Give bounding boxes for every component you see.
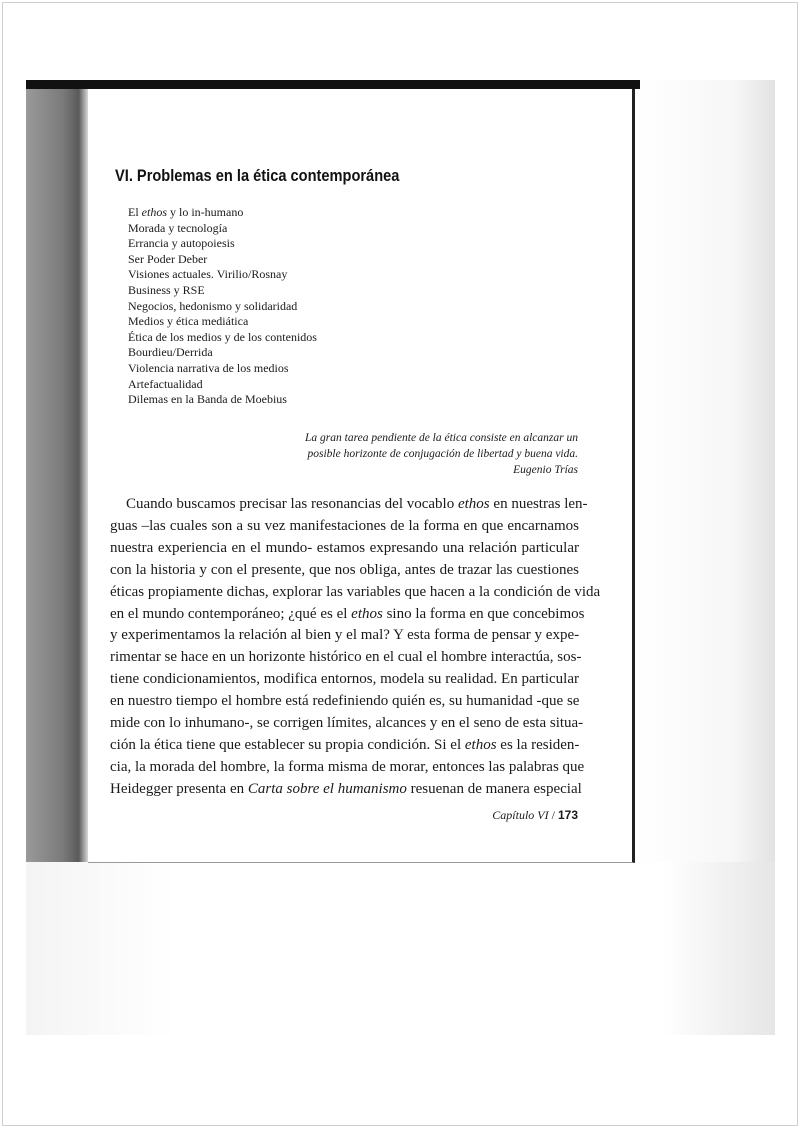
body-line xyxy=(110,604,585,626)
body-line xyxy=(110,779,582,801)
italic-term: Carta sobre el humanismo xyxy=(247,780,407,797)
body-line xyxy=(110,735,579,757)
body-line xyxy=(110,516,579,538)
epigraph-author: Eugenio Trías xyxy=(513,464,578,476)
text-run: en nuestras len- xyxy=(489,496,588,512)
text-run: Cuando buscamos precisar las resonancias del vocablo xyxy=(126,496,458,512)
body-line xyxy=(110,757,585,779)
epigraph-line: posible horizonte de conjugación de libertad y buena vida. xyxy=(307,448,578,460)
contents-item xyxy=(128,221,317,237)
text-run: Ética de los medios y de los contenidos xyxy=(128,329,317,344)
text-run: Business y RSE xyxy=(128,282,205,297)
body-line xyxy=(110,691,579,713)
facing-page-edge xyxy=(636,80,775,862)
scan-top-edge xyxy=(26,80,640,89)
text-run: tiene condicionamientos, modifica entornos, modela su realidad. En particular xyxy=(110,671,579,688)
body-line xyxy=(110,494,588,516)
body-line xyxy=(110,625,579,647)
page-number: 173 xyxy=(557,808,578,822)
text-run: guas –las cuales son a su vez manifestaciones de la forma en que encarnamos xyxy=(110,517,579,534)
italic-term: ethos xyxy=(457,496,490,512)
text-run: y experimentamos la relación al bien y el mal? Y esta forma de pensar y expe- xyxy=(110,627,580,644)
italic-term: ethos xyxy=(141,205,168,219)
text-run: Ser Poder Deber xyxy=(128,251,208,266)
text-run: Dilemas en la Banda de Moebius xyxy=(128,392,287,407)
contents-item xyxy=(128,236,317,252)
text-run: éticas propiamente dichas, explorar las variables que hacen a la condición de vida xyxy=(110,583,601,600)
text-run: Medios y ética mediática xyxy=(128,314,249,329)
text-run: con la historia y con el presente, que nos obliga, antes de trazar las cuestiones xyxy=(110,561,579,578)
contents-item xyxy=(128,361,317,377)
italic-term: ethos xyxy=(351,605,383,622)
contents-item xyxy=(128,283,317,299)
contents-item xyxy=(128,205,317,221)
footer-chapter: Capítulo VI xyxy=(492,808,549,822)
text-run: en nuestro tiempo el hombre está redefiniendo quién es, su humanidad -que se xyxy=(110,693,580,710)
text-run: El xyxy=(128,205,142,219)
body-line xyxy=(110,582,601,604)
contents-item xyxy=(128,267,317,283)
text-run: y lo in-humano xyxy=(167,205,244,219)
italic-term: ethos xyxy=(464,736,497,753)
text-run: Artefactualidad xyxy=(128,376,203,391)
contents-item xyxy=(128,299,317,315)
body-line xyxy=(110,647,582,669)
contents-item xyxy=(128,345,317,361)
text-run: ción la ética tiene que establecer su propia condición. Si el xyxy=(110,736,465,753)
text-run: nuestra experiencia en el mundo- estamos expresando una relación particular xyxy=(110,539,579,556)
epigraph-line: La gran tarea pendiente de la ética consiste en alcanzar un xyxy=(305,432,578,444)
body-line xyxy=(110,538,579,560)
body-line xyxy=(110,669,579,691)
text-run: Violencia narrativa de los medios xyxy=(128,360,289,375)
text-run: cia, la morada del hombre, la forma misma de morar, entonces las palabras que xyxy=(110,758,585,775)
text-run: Bourdieu/Derrida xyxy=(128,345,213,360)
book-gutter-shadow xyxy=(26,88,88,862)
contents-item xyxy=(128,252,317,268)
contents-item xyxy=(128,392,317,408)
text-run: mide con lo inhumano-, se corrigen límites, alcances y en el seno de esta situa- xyxy=(110,715,584,732)
body-line xyxy=(110,560,579,582)
body-paragraph xyxy=(110,494,601,801)
text-run: en el mundo contemporáneo; ¿qué es el xyxy=(110,605,352,622)
text-run: Negocios, hedonismo y solidaridad xyxy=(128,298,298,313)
text-run: Heidegger presenta en xyxy=(110,780,248,797)
contents-item xyxy=(128,377,317,393)
chapter-title: VI. Problemas en la ética contemporánea xyxy=(115,166,400,185)
body-line xyxy=(110,713,584,735)
text-run: Visiones actuales. Virilio/Rosnay xyxy=(128,267,288,282)
chapter-contents-list xyxy=(128,205,317,408)
text-run: rimentar se hace en un horizonte histórico en el cual el hombre interactúa, sos- xyxy=(110,649,582,666)
footer-separator: / xyxy=(548,808,558,822)
text-run: resuenan de manera especial xyxy=(406,780,582,797)
text-run: Errancia y autopoiesis xyxy=(128,236,235,251)
page-footer xyxy=(492,808,578,823)
contents-item xyxy=(128,314,317,330)
contents-item xyxy=(128,330,317,346)
text-run: es la residen- xyxy=(496,736,580,753)
text-run: Morada y tecnología xyxy=(128,220,228,235)
epigraph xyxy=(305,430,578,478)
text-run: sino la forma en que concebimos xyxy=(382,605,585,622)
